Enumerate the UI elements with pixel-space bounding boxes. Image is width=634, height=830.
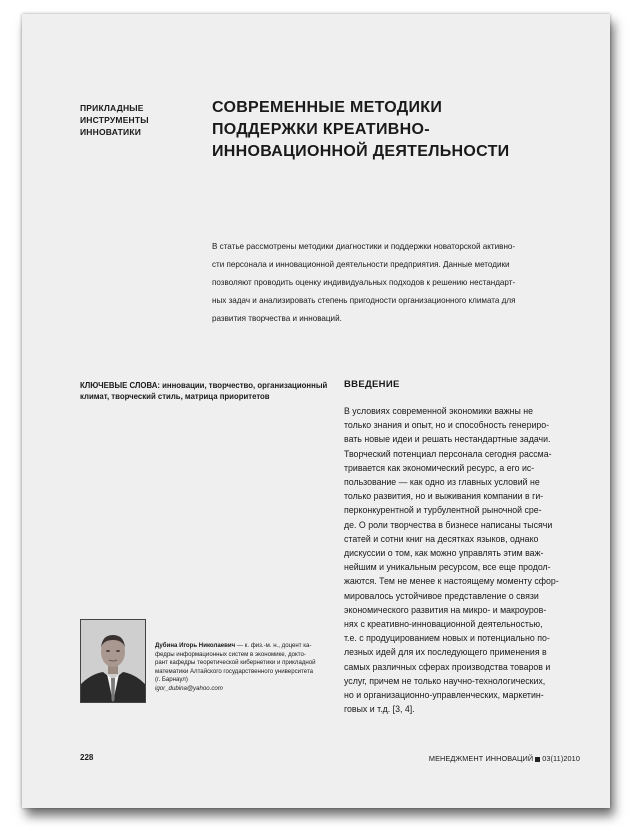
author-photo	[80, 619, 146, 703]
abstract-line: позволяют проводить оценку индивидуальных подходов к решению нестандарт-	[212, 278, 516, 287]
body-line: перконкурентной и турбулентной рыночной сре-	[344, 505, 542, 516]
author-credentials: — к. физ.-м. н., доцент ка-	[235, 642, 312, 649]
author-line: математики Алтайского государственного университета	[155, 667, 314, 675]
body-line: тривается как экономический ресурс, а его ис-	[344, 462, 535, 473]
author-line: (г. Барнаул)	[155, 676, 188, 684]
body-line: самых различных сферах производства товаров и	[344, 661, 551, 672]
body-line: де. О роли творчества в бизнесе написаны тысячи	[344, 519, 553, 530]
keywords: КЛЮЧЕВЫЕ СЛОВА: инновации, творчество, организационный климат, творческий стиль, матрица приоритетов	[80, 381, 328, 401]
author-name: Дубина Игорь Николаевич	[155, 642, 236, 649]
journal-issue: 03(11)2010	[542, 754, 580, 763]
body-line: Творческий потенциал персонала сегодня рассма-	[344, 448, 552, 459]
abstract-line: ных задач и анализировать степень пригодности организационного климата для	[212, 296, 516, 305]
author-email: igor_dubina@yahoo.com	[155, 684, 223, 692]
abstract-line: В статье рассмотрены методики диагностики и поддержки новаторской активно-	[212, 242, 516, 251]
body-line: только развития, но и выживания компании в ги-	[344, 491, 544, 502]
journal-page	[22, 14, 610, 808]
abstract-line: развития творчества и инноваций.	[212, 314, 342, 323]
body-line: вать новые идеи и решать нестандартные задачи.	[344, 434, 551, 445]
body-line: В условиях современной экономики важны не	[344, 406, 534, 416]
author-line: рант кафедры теоретической кибернетики и прикладной	[155, 659, 316, 667]
body-line: говых и т.д. [3, 4].	[344, 704, 415, 715]
author-line: федры информационных систем в экономике, докто-	[155, 650, 306, 658]
introduction-text	[344, 404, 604, 716]
body-line: услуг, причем не только научно-технологических,	[344, 675, 546, 686]
body-line: т.е. с продуцированием новых и потенциально по-	[344, 633, 550, 644]
author-info	[155, 642, 340, 694]
body-line: статей и сотни книг на десятках языков, однако	[344, 533, 539, 544]
square-separator-icon	[535, 757, 540, 762]
section-label: ПРИКЛАДНЫЕ ИНСТРУМЕНТЫ ИННОВАТИКИ	[80, 103, 149, 137]
body-line: нейшим и уникальным ресурсом, все еще продол-	[344, 562, 551, 573]
journal-name: МЕНЕДЖМЕНТ ИННОВАЦИЙ	[428, 754, 534, 763]
abstract	[212, 238, 612, 328]
author-portrait-icon	[81, 620, 145, 702]
body-line: мировалось устойчивое представление о связи	[344, 590, 539, 601]
body-line: только знания и опыт, но и способность генериро-	[344, 420, 550, 431]
page-number: 228	[80, 753, 94, 762]
body-line: лезных идей для их последующего применения в	[344, 647, 547, 658]
journal-footer	[429, 754, 580, 763]
body-line: нях с креативно-инновационной деятельностью,	[344, 619, 543, 630]
abstract-line: сти персонала и инновационной деятельности предприятия. Данные методики	[212, 260, 510, 269]
section-heading-introduction: ВВЕДЕНИЕ	[344, 379, 400, 390]
body-line: экономического развития на микро- и макроуров-	[344, 604, 547, 615]
body-line: пользование — как одно из главных условий не	[344, 477, 540, 488]
body-line: но и организационно-управленческих, маркетин-	[344, 690, 544, 701]
article-title: СОВРЕМЕННЫЕ МЕТОДИКИ ПОДДЕРЖКИ КРЕАТИВНО-ИННОВАЦИОННОЙ ДЕЯТЕЛЬНОСТИ	[212, 99, 510, 160]
body-line: жаются. Тем не менее к настоящему моменту сфор-	[344, 576, 559, 587]
body-line: дискуссии о том, как можно управлять этим важ-	[344, 548, 544, 559]
